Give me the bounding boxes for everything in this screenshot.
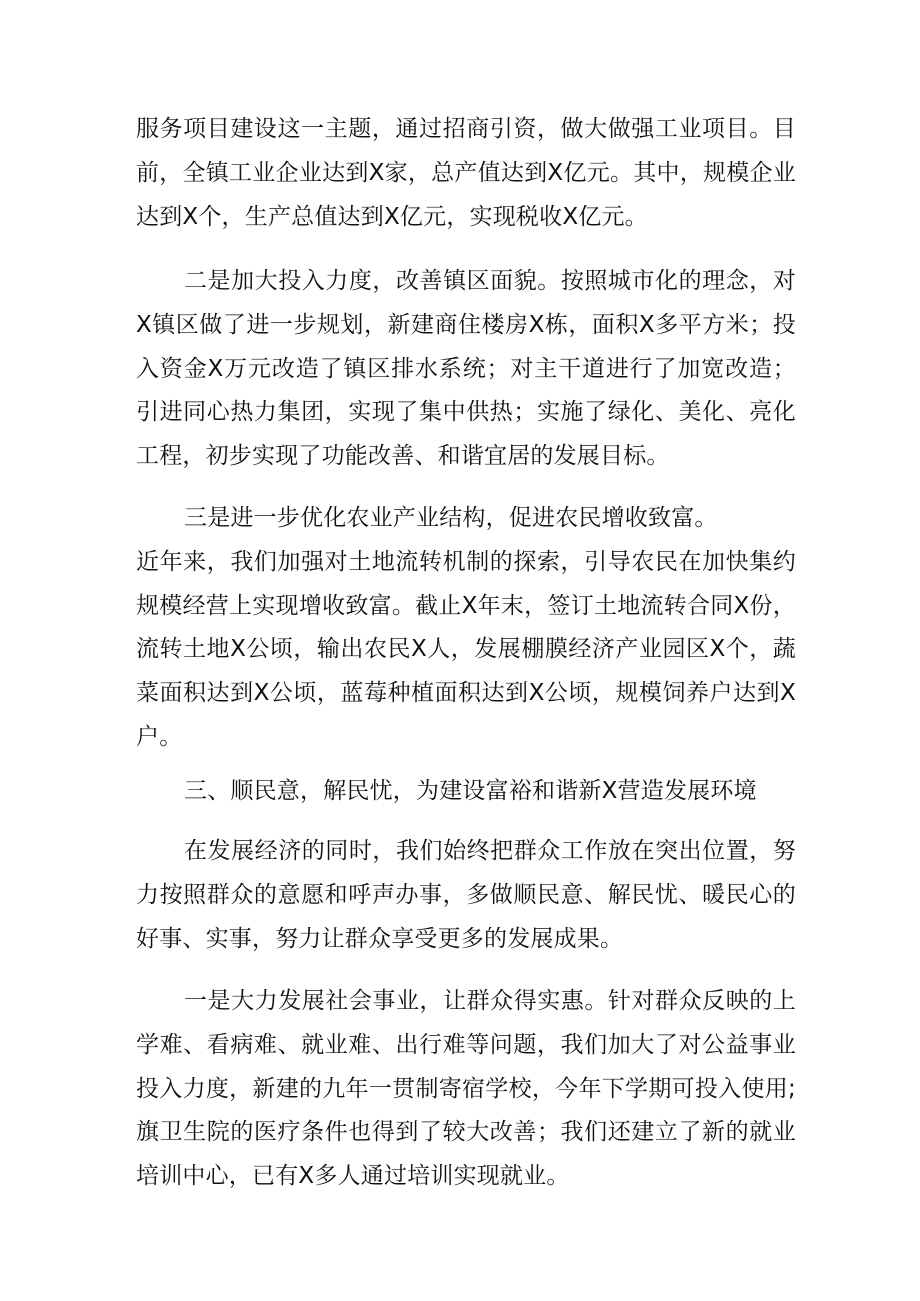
paragraph-social-undertakings: 一是大力发展社会事业，让群众得实惠。针对群众反映的上学难、看病难、就业难、出行难等问题，我们加大了对公益事业投入力度，新建的九年一贯制寄宿学校，今年下学期可投入使用;旗卫生院的医疗条件也得到了较大改善；我们还建立了新的就业培训中心，已有X多人通过培训实现就业。 — [136, 988, 796, 1190]
paragraph-industrial-projects: 服务项目建设这一主题，通过招商引资，做大做强工业项目。目前，全镇工业企业达到X家，总产值达到X亿元。其中，规模企业达到X个，生产总值达到X亿元，实现税收X亿元。 — [136, 116, 796, 230]
paragraph-agriculture — [136, 497, 796, 760]
paragraph-agriculture-heading: 三是进一步优化农业产业结构，促进农民增收致富。 — [184, 505, 718, 531]
paragraph-mass-work: 在发展经济的同时，我们始终把群众工作放在突出位置，努力按照群众的意愿和呼声办事，多做顺民意、解民忧、暖民心的好事、实事，努力让群众享受更多的发展成果。 — [136, 838, 796, 952]
section-heading-people: 三、顺民意，解民忧，为建设富裕和谐新X营造发展环境 — [184, 778, 757, 804]
paragraph-town-investment: 二是加大投入力度，改善镇区面貌。按照城市化的理念，对X镇区做了进一步规划，新建商住楼房X栋，面积X多平方米；投入资金X万元改造了镇区排水系统；对主干道进行了加宽改造；引进同心热力集团，实现了集中供热；实施了绿化、美化、亮化工程，初步实现了功能改善、和谐宜居的发展目标。 — [136, 268, 796, 470]
paragraph-agriculture-body: 近年来，我们加强对土地流转机制的探索，引导农民在加快集约规模经营上实现增收致富。截止X年末，签订土地流转合同X份，流转土地X公顷，输出农民X人，发展棚膜经济产业园区X个，蔬菜面积达到X公顷，蓝莓种植面积达到X公顷，规模饲养户达到X户。 — [136, 548, 796, 750]
